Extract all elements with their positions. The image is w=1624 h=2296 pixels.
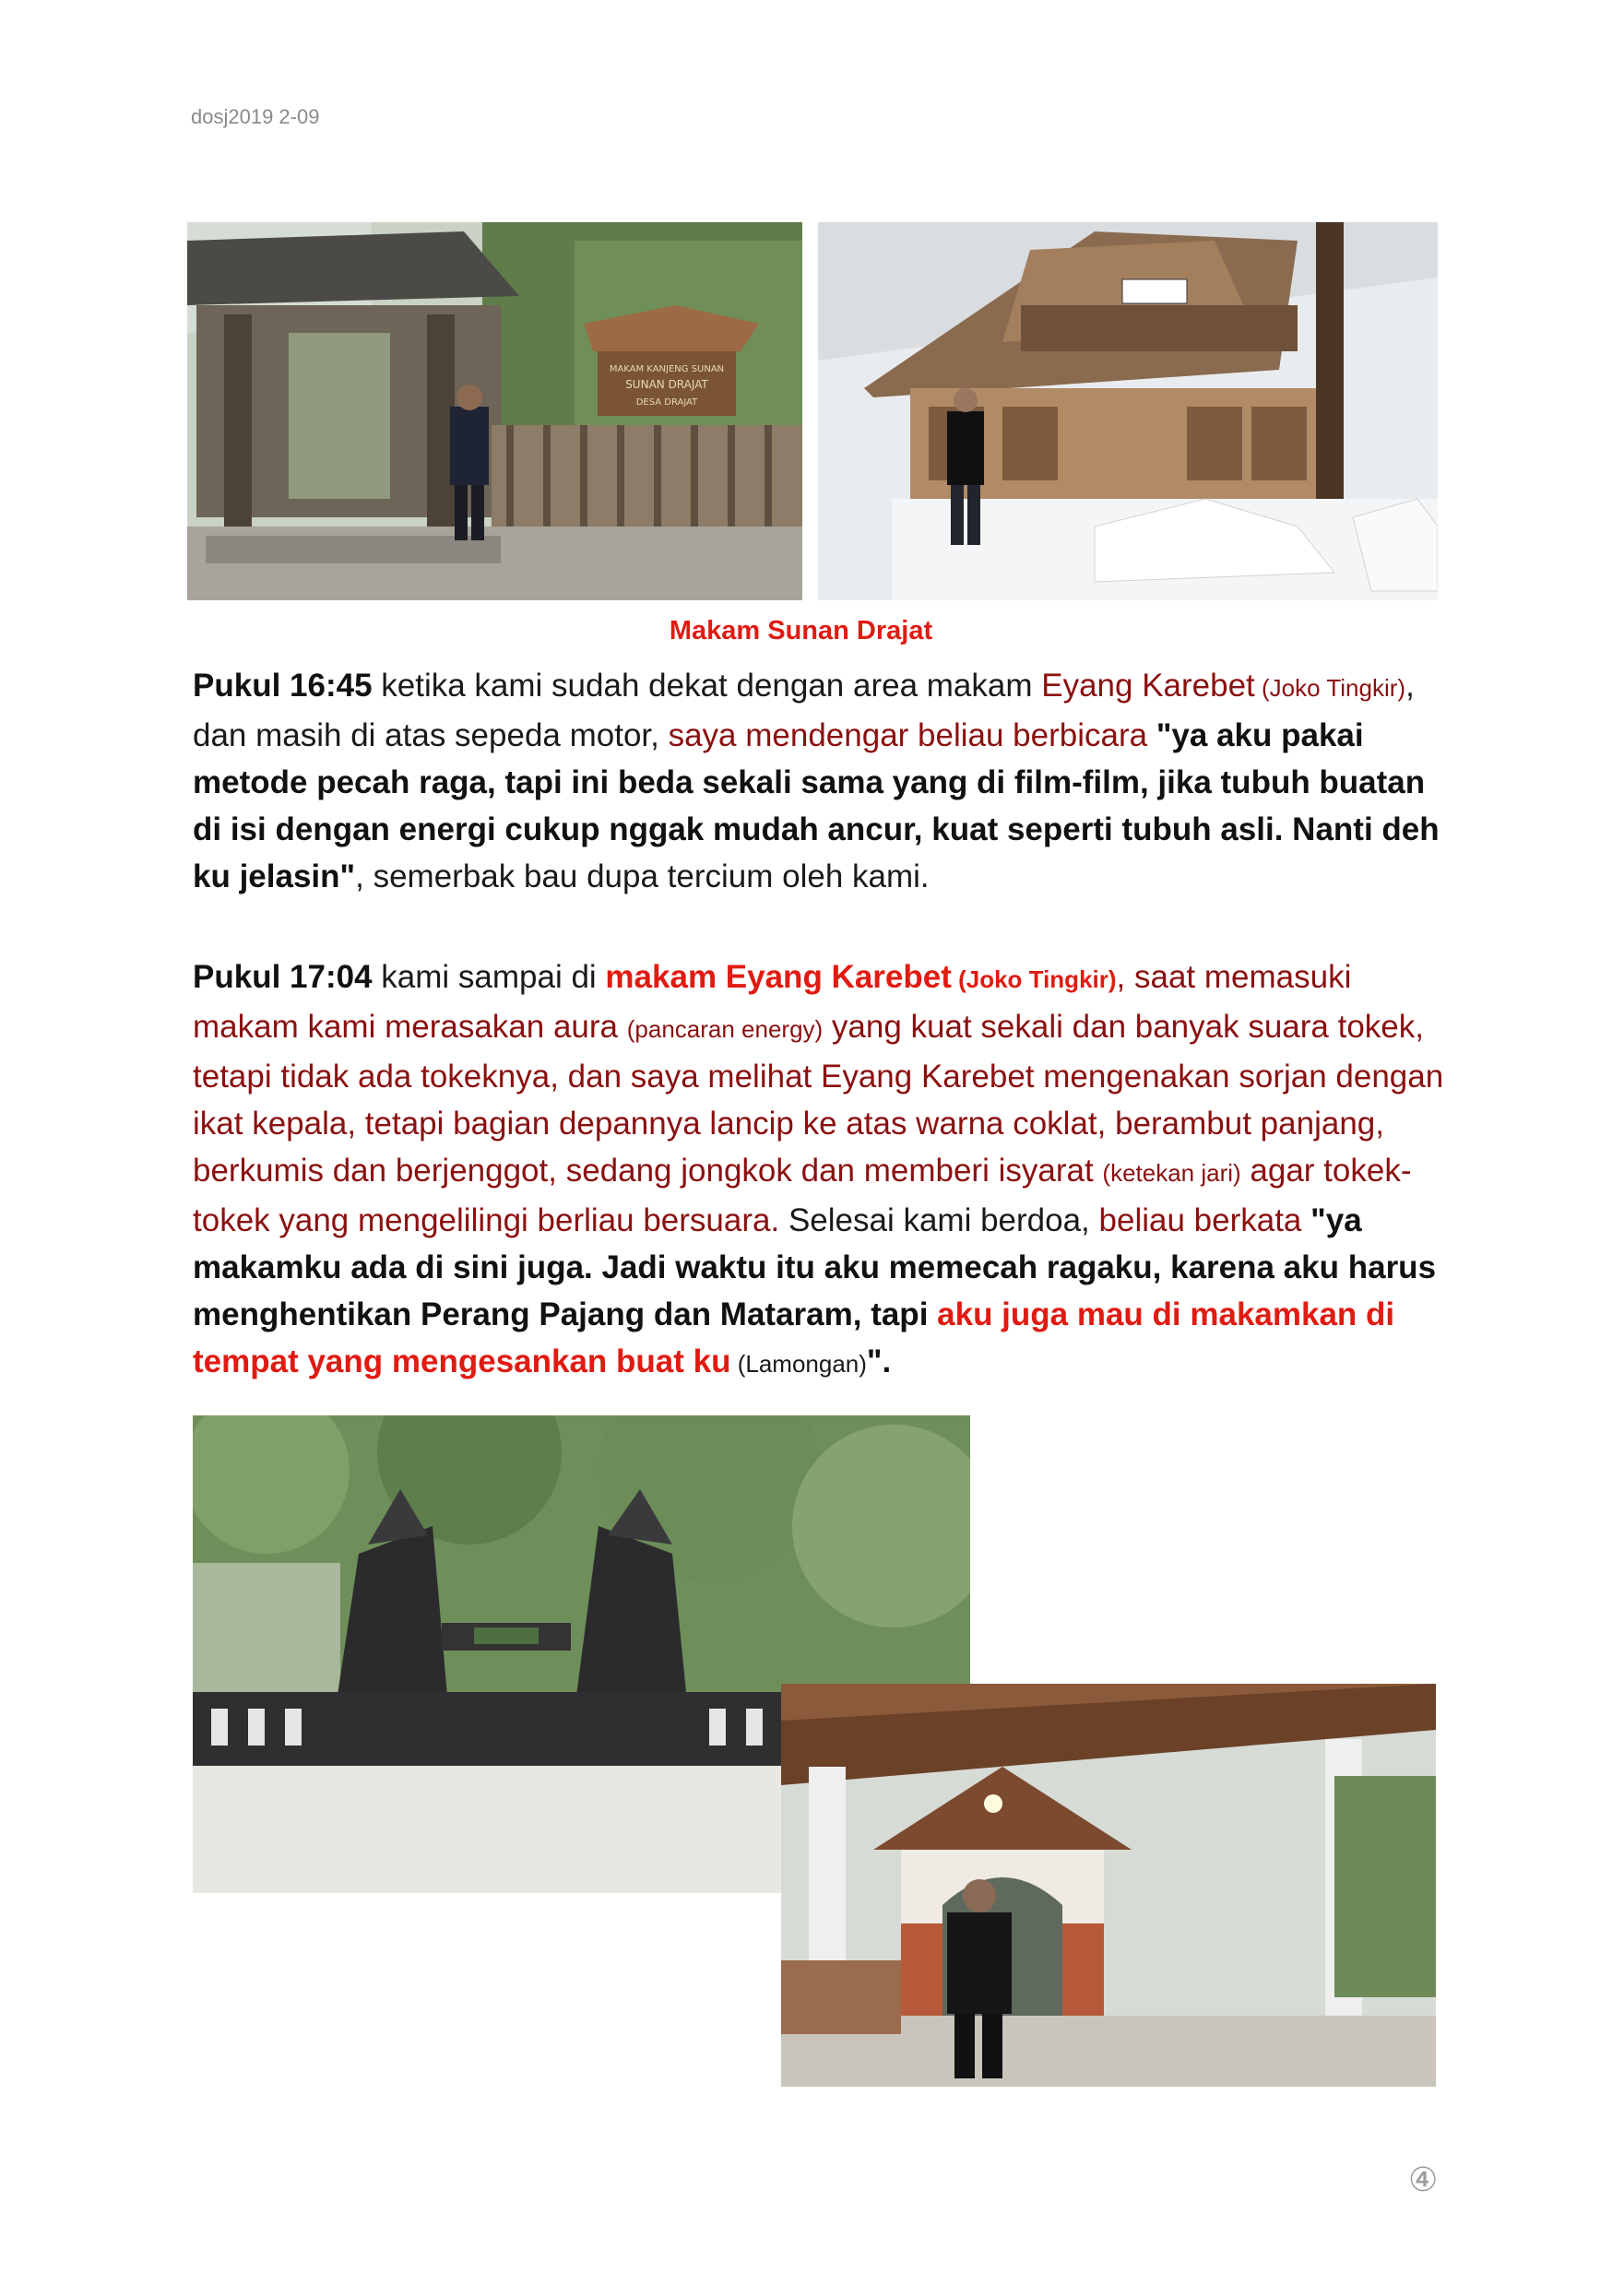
place-alias: (Joko Tingkir) [951, 965, 1117, 993]
person-name: Eyang Karebet [1041, 668, 1255, 704]
text: ketika kami sudah dekat dengan area makam [372, 668, 1042, 704]
quote-highlight: aku juga mau di makamkan di tempat yang mengesankan buat ku [193, 1296, 1395, 1379]
text: Selesai kami berdoa, [779, 1202, 1099, 1238]
sign-line-2: SUNAN DRAJAT [625, 378, 708, 391]
text: , dan masih di atas sepeda motor, [193, 668, 1415, 753]
photo-karebet-tomb [781, 1684, 1436, 2087]
text: kami sampai di [372, 959, 606, 995]
text: yang kuat sekali dan banyak suara tokek, tetapi tidak ada tokeknya, dan saya melihat Eyang Karebet mengenakan sorjan dengan ikat kepala, tetapi bagian depannya lancip ke atas warna coklat, berambut panjang, berkumis dan berjenggot, sedang jongkok dan memberi isyarat [193, 1009, 1444, 1189]
said-phrase: beliau berkata [1098, 1202, 1302, 1238]
page-number: ④ [1408, 2160, 1439, 2198]
photo-caption: Makam Sunan Drajat [669, 616, 933, 645]
aura-note: (pancaran energy) [626, 1015, 824, 1043]
location-note: (Lamongan) [730, 1350, 867, 1378]
text: , semerbak bau dupa tercium oleh kami. [355, 858, 930, 894]
quote-end: ". [866, 1343, 892, 1379]
paragraph-1 [193, 662, 1456, 900]
finger-note: (ketekan jari) [1102, 1159, 1241, 1187]
text: , saat memasuki makam kami merasakan aura [193, 959, 1352, 1045]
person-alias: (Joko Tingkir) [1254, 674, 1406, 702]
heard-phrase: saya mendengar beliau berbicara [668, 717, 1148, 753]
time-stamp-2: Pukul 17:04 [193, 959, 373, 995]
paragraph-2 [193, 953, 1456, 1388]
sign-line-1: MAKAM KANJENG SUNAN [609, 364, 725, 374]
photo-sunan-drajat-gate [187, 222, 802, 600]
quote-2: "ya makamku ada di sini juga. Jadi waktu itu aku memecah ragaku, karena aku harus menghentikan Perang Pajang dan Mataram, tapi [193, 1202, 1437, 1332]
place-name: makam Eyang Karebet [605, 959, 952, 995]
sign-line-3: DESA DRAJAT [635, 397, 698, 408]
quote-1: "ya aku pakai metode pecah raga, tapi ini beda sekali sama yang di film-film, jika tubuh buatan di isi dengan energi cukup nggak mudah ancur, kuat seperti tubuh asli. Nanti deh ku jelasin" [193, 717, 1440, 894]
photo-sunan-drajat-tomb [818, 222, 1438, 600]
time-stamp-1: Pukul 16:45 [193, 668, 373, 704]
text: agar tokek-tokek yang mengelilingi berliau bersuara. [193, 1153, 1412, 1238]
document-code: dosj2019 2-09 [191, 105, 320, 128]
